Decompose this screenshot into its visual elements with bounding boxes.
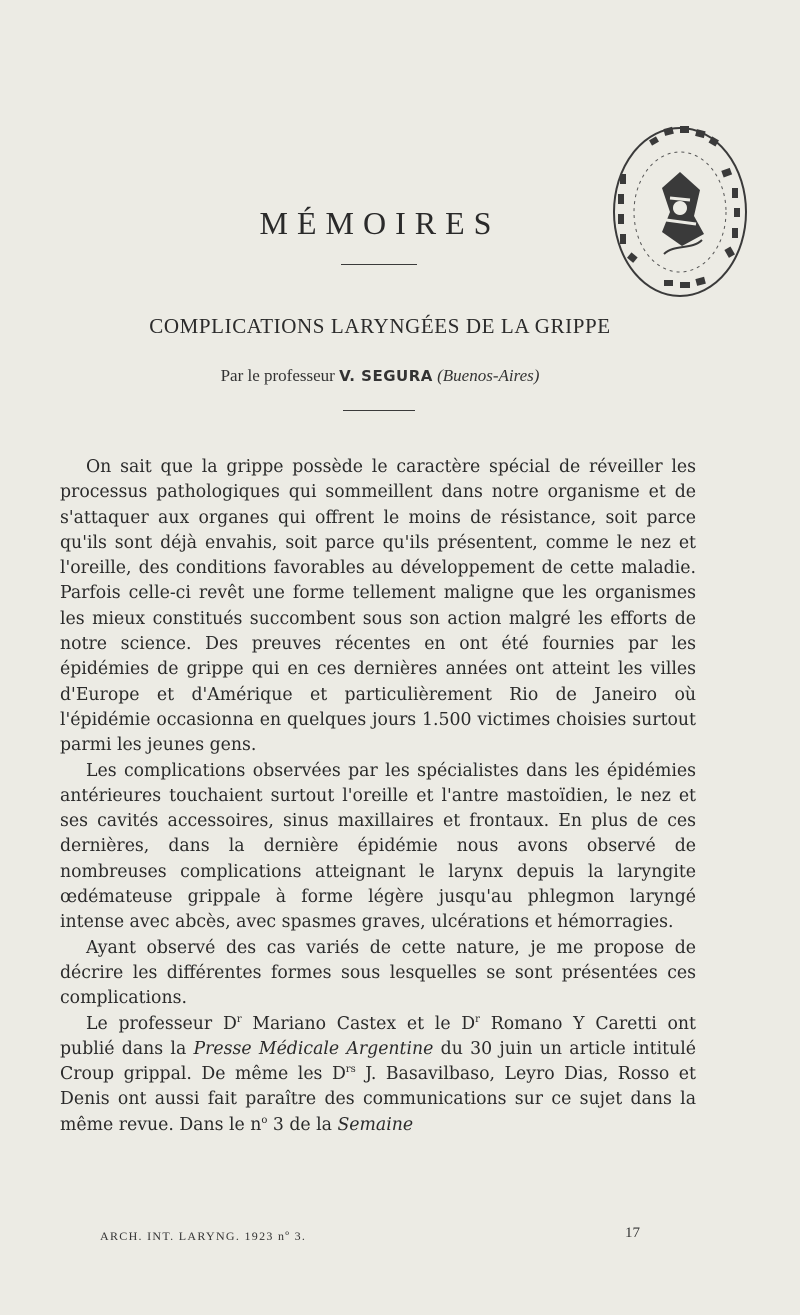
superscript: r xyxy=(475,1013,480,1025)
text-run: Mariano Castex et le D xyxy=(241,1013,476,1034)
section-title: MÉMOIRES xyxy=(259,205,501,241)
text-run: 3 de la xyxy=(267,1114,338,1135)
author-name: V. SEGURA xyxy=(339,367,433,385)
journal-reference: ARCH. INT. LARYNG. 1923 nº 3. xyxy=(100,1229,307,1243)
paragraph: On sait que la grippe possède le caractère spécial de réveiller les processus pathologiques qui sommeillent dans notre organisme et de s'attaquer aux organes qui offrent le moins de résistance, soit parce qu'ils sont déjà envahis, soit parce qu'ils présentent, comme le nez et l'oreille, des conditions favorables au développement de cette maladie. Parfois celle-ci revêt une forme tellement maligne que les organismes les mieux constitués succombent sous son action malgré les efforts de notre science. Des preuves récentes en ont été fournies par les épidémies de grippe qui en ces dernières années ont atteint les villes d'Europe et d'Amérique et particulièrement Rio de Janeiro où l'épidémie occasionna en quelques jours 1.500 victimes choisies surtout parmi les jeunes gens. xyxy=(60,457,696,756)
journal-title: Semaine xyxy=(337,1114,414,1135)
paragraph: Ayant observé des cas variés de cette nature, je me propose de décrire les différentes formes sous lesquelles se sont présentées ces complications. xyxy=(60,937,696,1009)
text-run: du 30 juin un article intitulé Croup grippal. De même les D xyxy=(60,1038,696,1085)
article-title: COMPLICATIONS LARYNGÉES DE LA GRIPPE xyxy=(149,314,611,338)
paragraph: Les complications observées par les spécialistes dans les épidémies antérieures touchaient surtout l'oreille et l'antre mastoïdien, le nez et ses cavités accessoires, sinus maxillaires et frontaux. En plus de ces dernières, dans la dernière épidémie nous avons observé de nombreuses complications atteignant le larynx depuis la laryngite œdémateuse grippale à forme légère jusqu'au phlegmon laryngé intense avec abcès, avec spasmes graves, ulcérations et hémorragies. xyxy=(60,760,696,933)
article-body xyxy=(60,455,696,1138)
byline xyxy=(0,366,760,386)
page-number: 17 xyxy=(625,1225,640,1241)
divider xyxy=(341,264,417,265)
superscript: rs xyxy=(345,1064,356,1076)
divider xyxy=(343,410,415,411)
text-run: J. Basavilbaso, Leyro Dias, Rosso et Denis ont aussi fait paraître des communications sur ce sujet dans la même revue. Dans le n xyxy=(60,1064,696,1135)
paragraph xyxy=(60,1012,696,1138)
text-run: Romano Y Caretti ont publié dans la xyxy=(60,1013,696,1059)
text-run: Le professeur D xyxy=(86,1013,237,1034)
journal-title: Presse Médicale Argentine xyxy=(193,1038,434,1059)
superscript: r xyxy=(236,1013,242,1025)
byline-prefix: Par le professeur xyxy=(220,366,335,385)
page-footer xyxy=(100,1227,640,1245)
author-city: (Buenos-Aires) xyxy=(437,366,540,385)
superscript: o xyxy=(261,1114,268,1126)
